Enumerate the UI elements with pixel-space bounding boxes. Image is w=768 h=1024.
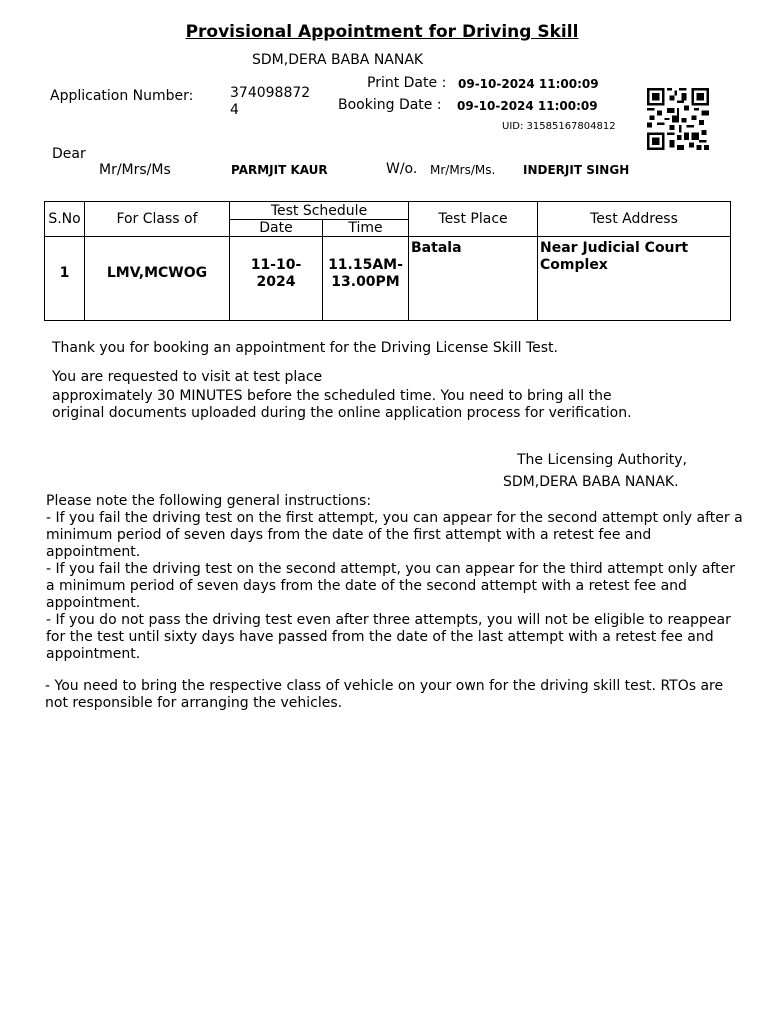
cell-class: LMV,MCWOG — [85, 237, 230, 321]
instruction-item: - If you do not pass the driving test even after three attempts, you will not be eligible to reappear for the test until sixty days have passed from the date of the last attempt with a retest fee and appointment. — [46, 612, 731, 662]
cell-time-line2: 13.00PM — [331, 274, 400, 290]
visit-line2: approximately 30 MINUTES before the scheduled time. You need to bring all the — [52, 388, 612, 404]
application-number-line1: 374098872 — [230, 85, 311, 101]
application-number-line2: 4 — [230, 102, 239, 118]
relation-salutation: Mr/Mrs/Ms. — [430, 163, 496, 177]
visit-line1: You are requested to visit at test place — [52, 369, 323, 385]
header-sno: S.No — [45, 202, 85, 237]
cell-date-line2: 2024 — [256, 274, 296, 290]
relation-label: W/o. — [386, 161, 418, 177]
cell-time — [323, 237, 409, 321]
dear-label: Dear — [52, 146, 86, 162]
instructions-heading: Please note the following general instructions: — [46, 493, 372, 509]
appointment-table — [44, 201, 731, 321]
salutation: Mr/Mrs/Ms — [99, 162, 171, 178]
cell-test-address — [538, 237, 731, 321]
instruction-item: - If you fail the driving test on the second attempt, you can appear for the third attempt only after a minimum period of seven days from the date of the second attempt with a retest fee and appointment. — [46, 561, 735, 611]
relation-name: INDERJIT SINGH — [523, 163, 630, 177]
print-date-value: 09-10-2024 11:00:09 — [458, 77, 599, 91]
booking-date-value: 09-10-2024 11:00:09 — [457, 99, 598, 113]
signature-line1: The Licensing Authority, — [517, 452, 688, 468]
table-row — [45, 237, 731, 321]
cell-date-line1: 11-10- — [250, 257, 302, 273]
uid-text: UID: 31585167804812 — [502, 121, 616, 132]
cell-address-line2: Complex — [540, 257, 608, 273]
application-number-label: Application Number: — [50, 88, 194, 104]
instructions-block — [46, 493, 746, 663]
applicant-name: PARMJIT KAUR — [231, 163, 328, 177]
header-test-address: Test Address — [538, 202, 731, 237]
cell-test-place: Batala — [409, 237, 538, 321]
header-time: Time — [323, 220, 409, 237]
qr-code-icon — [647, 88, 709, 150]
document-title: Provisional Appointment for Driving Skill — [185, 22, 579, 42]
cell-time-line1: 11.15AM- — [328, 257, 403, 273]
print-date-label: Print Date : — [367, 75, 447, 91]
header-test-schedule: Test Schedule — [230, 202, 409, 220]
visit-line3: original documents uploaded during the online application process for verification. — [52, 405, 632, 421]
cell-sno: 1 — [45, 237, 85, 321]
cell-address-line1: Near Judicial Court — [540, 240, 689, 256]
instruction-item: - If you fail the driving test on the first attempt, you can appear for the second attempt only after a minimum period of seven days from the date of the first attempt with a retest fee and appointment. — [46, 510, 743, 560]
header-test-place: Test Place — [409, 202, 538, 237]
office-name: SDM,DERA BABA NANAK — [252, 52, 424, 68]
booking-date-label: Booking Date : — [338, 97, 442, 113]
instruction-item: - You need to bring the respective class of vehicle on your own for the driving skill test. RTOs are not responsible for arranging the vehicles. — [45, 678, 724, 711]
header-date: Date — [230, 220, 323, 237]
signature-line2: SDM,DERA BABA NANAK. — [503, 474, 679, 490]
thanks-message: Thank you for booking an appointment for the Driving License Skill Test. — [52, 340, 558, 356]
cell-date — [230, 237, 323, 321]
header-class: For Class of — [85, 202, 230, 237]
vehicle-note — [45, 678, 745, 712]
